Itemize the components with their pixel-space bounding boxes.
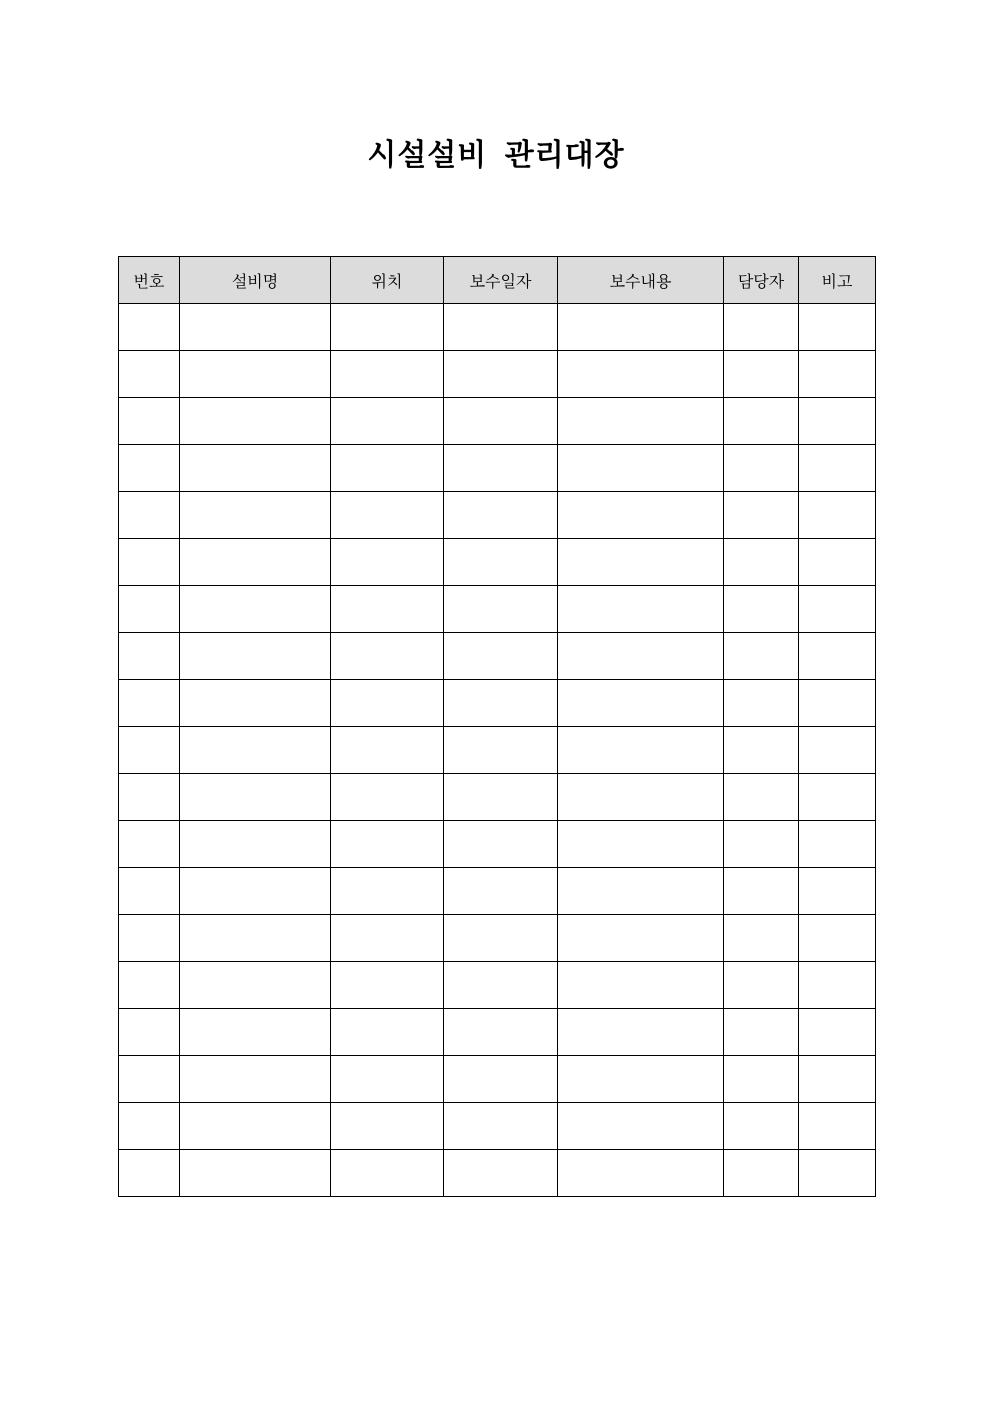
- column-header-location: 위치: [331, 257, 444, 304]
- table-cell-manager[interactable]: [724, 727, 799, 774]
- table-row: [119, 304, 876, 351]
- table-cell-equipment-name[interactable]: [180, 539, 331, 586]
- table-cell-repair-date[interactable]: [444, 774, 558, 821]
- table-row: [119, 633, 876, 680]
- table-cell-repair-details[interactable]: [558, 680, 724, 727]
- table-cell-equipment-name[interactable]: [180, 1103, 331, 1150]
- table-cell-remarks[interactable]: [799, 304, 876, 351]
- table-row: [119, 1009, 876, 1056]
- table-cell-remarks[interactable]: [799, 445, 876, 492]
- column-header-number: 번호: [119, 257, 180, 304]
- table-cell-number[interactable]: [119, 445, 180, 492]
- table-cell-repair-details[interactable]: [558, 1103, 724, 1150]
- table-cell-location[interactable]: [331, 821, 444, 868]
- table-cell-manager[interactable]: [724, 398, 799, 445]
- table-cell-location[interactable]: [331, 915, 444, 962]
- table-cell-manager[interactable]: [724, 821, 799, 868]
- table-cell-location[interactable]: [331, 1056, 444, 1103]
- table-cell-repair-date[interactable]: [444, 680, 558, 727]
- table-cell-manager[interactable]: [724, 492, 799, 539]
- table-cell-number[interactable]: [119, 492, 180, 539]
- table-cell-remarks[interactable]: [799, 633, 876, 680]
- table-cell-repair-details[interactable]: [558, 1056, 724, 1103]
- table-body: [119, 304, 876, 1197]
- table-cell-repair-date[interactable]: [444, 727, 558, 774]
- table-cell-repair-date[interactable]: [444, 1056, 558, 1103]
- table-cell-remarks[interactable]: [799, 774, 876, 821]
- table-cell-equipment-name[interactable]: [180, 633, 331, 680]
- table-cell-number[interactable]: [119, 915, 180, 962]
- table-cell-manager[interactable]: [724, 351, 799, 398]
- table-cell-number[interactable]: [119, 633, 180, 680]
- table-header-row: [119, 257, 876, 304]
- table-cell-location[interactable]: [331, 774, 444, 821]
- table-cell-number[interactable]: [119, 1056, 180, 1103]
- table-cell-equipment-name[interactable]: [180, 727, 331, 774]
- table-row: [119, 915, 876, 962]
- table-row: [119, 962, 876, 1009]
- table-cell-location[interactable]: [331, 1103, 444, 1150]
- table-cell-repair-date[interactable]: [444, 821, 558, 868]
- table-cell-remarks[interactable]: [799, 492, 876, 539]
- table-cell-equipment-name[interactable]: [180, 821, 331, 868]
- table-cell-location[interactable]: [331, 680, 444, 727]
- table-row: [119, 1150, 876, 1197]
- table-cell-repair-details[interactable]: [558, 821, 724, 868]
- table-cell-manager[interactable]: [724, 915, 799, 962]
- table-cell-manager[interactable]: [724, 633, 799, 680]
- table-cell-repair-details[interactable]: [558, 304, 724, 351]
- table-cell-manager[interactable]: [724, 1009, 799, 1056]
- column-header-repair-date: 보수일자: [444, 257, 558, 304]
- table-cell-repair-date[interactable]: [444, 1009, 558, 1056]
- table-cell-location[interactable]: [331, 1009, 444, 1056]
- column-header-manager: 담당자: [724, 257, 799, 304]
- table-cell-repair-details[interactable]: [558, 586, 724, 633]
- table-cell-repair-date[interactable]: [444, 398, 558, 445]
- table-cell-manager[interactable]: [724, 680, 799, 727]
- table-row: [119, 680, 876, 727]
- table-cell-location[interactable]: [331, 304, 444, 351]
- table-cell-number[interactable]: [119, 962, 180, 1009]
- table-cell-repair-details[interactable]: [558, 774, 724, 821]
- table-cell-remarks[interactable]: [799, 821, 876, 868]
- table-cell-number[interactable]: [119, 1150, 180, 1197]
- table-cell-location[interactable]: [331, 351, 444, 398]
- table-cell-equipment-name[interactable]: [180, 398, 331, 445]
- table-cell-equipment-name[interactable]: [180, 1150, 331, 1197]
- table-row: [119, 398, 876, 445]
- table-cell-repair-details[interactable]: [558, 868, 724, 915]
- table-cell-location[interactable]: [331, 868, 444, 915]
- table-cell-remarks[interactable]: [799, 586, 876, 633]
- table-cell-location[interactable]: [331, 1150, 444, 1197]
- table-cell-repair-date[interactable]: [444, 539, 558, 586]
- table-cell-manager[interactable]: [724, 304, 799, 351]
- table-cell-remarks[interactable]: [799, 915, 876, 962]
- table-cell-manager[interactable]: [724, 586, 799, 633]
- table-row: [119, 727, 876, 774]
- table-cell-remarks[interactable]: [799, 398, 876, 445]
- table-row: [119, 539, 876, 586]
- table-row: [119, 774, 876, 821]
- table-cell-repair-date[interactable]: [444, 962, 558, 1009]
- table-cell-repair-date[interactable]: [444, 1150, 558, 1197]
- table-cell-repair-details[interactable]: [558, 1150, 724, 1197]
- column-header-remarks: 비고: [799, 257, 876, 304]
- table-cell-number[interactable]: [119, 727, 180, 774]
- table-cell-remarks[interactable]: [799, 539, 876, 586]
- table-cell-equipment-name[interactable]: [180, 304, 331, 351]
- table-cell-location[interactable]: [331, 539, 444, 586]
- table-cell-repair-date[interactable]: [444, 586, 558, 633]
- table-cell-equipment-name[interactable]: [180, 868, 331, 915]
- table-cell-equipment-name[interactable]: [180, 1009, 331, 1056]
- table-cell-equipment-name[interactable]: [180, 915, 331, 962]
- table-cell-number[interactable]: [119, 1009, 180, 1056]
- table-cell-number[interactable]: [119, 539, 180, 586]
- table-cell-manager[interactable]: [724, 868, 799, 915]
- table-cell-repair-details[interactable]: [558, 633, 724, 680]
- table-cell-location[interactable]: [331, 398, 444, 445]
- table-cell-manager[interactable]: [724, 962, 799, 1009]
- table-row: [119, 586, 876, 633]
- table-cell-equipment-name[interactable]: [180, 1056, 331, 1103]
- table-cell-number[interactable]: [119, 351, 180, 398]
- table-cell-remarks[interactable]: [799, 1103, 876, 1150]
- table-row: [119, 1056, 876, 1103]
- table-cell-repair-date[interactable]: [444, 492, 558, 539]
- table-cell-remarks[interactable]: [799, 727, 876, 774]
- table-cell-repair-date[interactable]: [444, 351, 558, 398]
- table-cell-location[interactable]: [331, 962, 444, 1009]
- table-cell-number[interactable]: [119, 868, 180, 915]
- table-cell-equipment-name[interactable]: [180, 445, 331, 492]
- table-row: [119, 1103, 876, 1150]
- table-cell-manager[interactable]: [724, 1056, 799, 1103]
- table-cell-remarks[interactable]: [799, 1009, 876, 1056]
- table-cell-repair-date[interactable]: [444, 915, 558, 962]
- page-title: 시설설비 관리대장: [367, 138, 625, 173]
- table-cell-repair-details[interactable]: [558, 351, 724, 398]
- table-cell-repair-date[interactable]: [444, 633, 558, 680]
- table-cell-repair-details[interactable]: [558, 915, 724, 962]
- table-cell-number[interactable]: [119, 1103, 180, 1150]
- table-cell-repair-details[interactable]: [558, 539, 724, 586]
- table-cell-number[interactable]: [119, 398, 180, 445]
- table-cell-location[interactable]: [331, 633, 444, 680]
- table-cell-manager[interactable]: [724, 445, 799, 492]
- table-cell-repair-details[interactable]: [558, 962, 724, 1009]
- table-cell-repair-date[interactable]: [444, 1103, 558, 1150]
- table-cell-number[interactable]: [119, 821, 180, 868]
- table-cell-equipment-name[interactable]: [180, 586, 331, 633]
- table-cell-remarks[interactable]: [799, 680, 876, 727]
- table-cell-repair-date[interactable]: [444, 868, 558, 915]
- table-cell-repair-details[interactable]: [558, 398, 724, 445]
- table-cell-remarks[interactable]: [799, 1150, 876, 1197]
- facility-ledger-table: [118, 256, 876, 1197]
- table-cell-repair-details[interactable]: [558, 492, 724, 539]
- table-cell-repair-date[interactable]: [444, 445, 558, 492]
- table-cell-equipment-name[interactable]: [180, 962, 331, 1009]
- table-cell-equipment-name[interactable]: [180, 351, 331, 398]
- table-row: [119, 445, 876, 492]
- table-cell-repair-details[interactable]: [558, 445, 724, 492]
- table-cell-repair-details[interactable]: [558, 1009, 724, 1056]
- table-cell-repair-details[interactable]: [558, 727, 724, 774]
- table-cell-number[interactable]: [119, 680, 180, 727]
- table-cell-location[interactable]: [331, 586, 444, 633]
- table-cell-manager[interactable]: [724, 539, 799, 586]
- table-cell-remarks[interactable]: [799, 351, 876, 398]
- table-cell-manager[interactable]: [724, 1150, 799, 1197]
- table-row: [119, 868, 876, 915]
- table-cell-manager[interactable]: [724, 1103, 799, 1150]
- table-cell-equipment-name[interactable]: [180, 680, 331, 727]
- table-cell-number[interactable]: [119, 586, 180, 633]
- table-cell-equipment-name[interactable]: [180, 774, 331, 821]
- table-cell-equipment-name[interactable]: [180, 492, 331, 539]
- table-cell-remarks[interactable]: [799, 1056, 876, 1103]
- table-cell-manager[interactable]: [724, 774, 799, 821]
- column-header-equipment-name: 설비명: [180, 257, 331, 304]
- table-cell-location[interactable]: [331, 727, 444, 774]
- table-row: [119, 492, 876, 539]
- column-header-repair-details: 보수내용: [558, 257, 724, 304]
- table-cell-repair-date[interactable]: [444, 304, 558, 351]
- table-cell-number[interactable]: [119, 304, 180, 351]
- table-cell-remarks[interactable]: [799, 962, 876, 1009]
- table-cell-location[interactable]: [331, 492, 444, 539]
- table-cell-location[interactable]: [331, 445, 444, 492]
- table-cell-number[interactable]: [119, 774, 180, 821]
- table-row: [119, 351, 876, 398]
- table-cell-remarks[interactable]: [799, 868, 876, 915]
- table-row: [119, 821, 876, 868]
